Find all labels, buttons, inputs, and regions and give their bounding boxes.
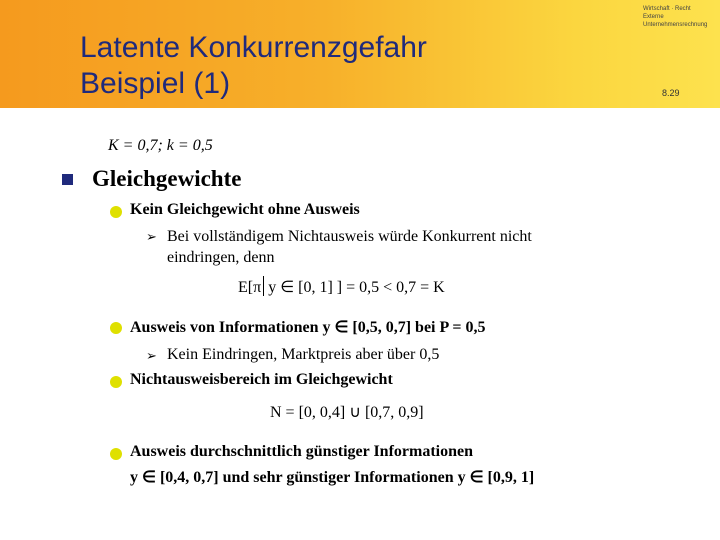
formula-nondisclosure-set: N = [0, 0,4] ∪ [0,7, 0,9] [270, 404, 424, 421]
logo-line-1: Wirtschaft · Recht [643, 6, 691, 12]
arrow-bullet-icon: ➢ [146, 229, 157, 244]
formula-1-right: y ∈ [0, 1] ] = 0,5 < 0,7 = K [268, 279, 445, 296]
sub-bullet-1-line-1: Bei vollständigem Nichtausweis würde Konkurrent nicht [167, 228, 532, 245]
sub-bullet-2: Kein Eindringen, Marktpreis aber über 0,5 [167, 346, 440, 363]
arrow-bullet-icon: ➢ [146, 348, 157, 363]
bullet-dot-icon [110, 322, 122, 334]
title-banner [0, 0, 720, 108]
slide-number: 8.29 [662, 88, 680, 98]
bullet-3: Nichtausweisbereich im Gleichgewicht [130, 371, 393, 388]
formula-1-left: E[π [238, 279, 262, 296]
square-bullet-icon [62, 174, 73, 185]
bullet-2: Ausweis von Informationen y ∈ [0,5, 0,7] bei P = 0,5 [130, 319, 486, 336]
bullet-4-line-1: Ausweis durchschnittlich günstiger Informationen [130, 443, 473, 460]
parameters-line: K = 0,7; k = 0,5 [108, 137, 213, 154]
title-line-2: Beispiel (1) [80, 67, 231, 100]
bullet-dot-icon [110, 448, 122, 460]
bullet-dot-icon [110, 376, 122, 388]
bullet-4-line-2: y ∈ [0,4, 0,7] und sehr günstiger Informationen y ∈ [0,9, 1] [130, 469, 535, 486]
slide-title [80, 30, 427, 102]
bullet-1: Kein Gleichgewicht ohne Ausweis [130, 201, 360, 218]
sub-bullet-1-line-2: eindringen, denn [167, 249, 275, 266]
formula-expected-price [238, 276, 445, 297]
section-heading: Gleichgewichte [92, 166, 242, 191]
title-line-1: Latente Konkurrenzgefahr [80, 31, 427, 64]
logo-line-2: Externe [643, 14, 664, 20]
bullet-dot-icon [110, 206, 122, 218]
conditional-bar [263, 276, 264, 296]
logo-line-3: Unternehmensrechnung [643, 22, 708, 28]
